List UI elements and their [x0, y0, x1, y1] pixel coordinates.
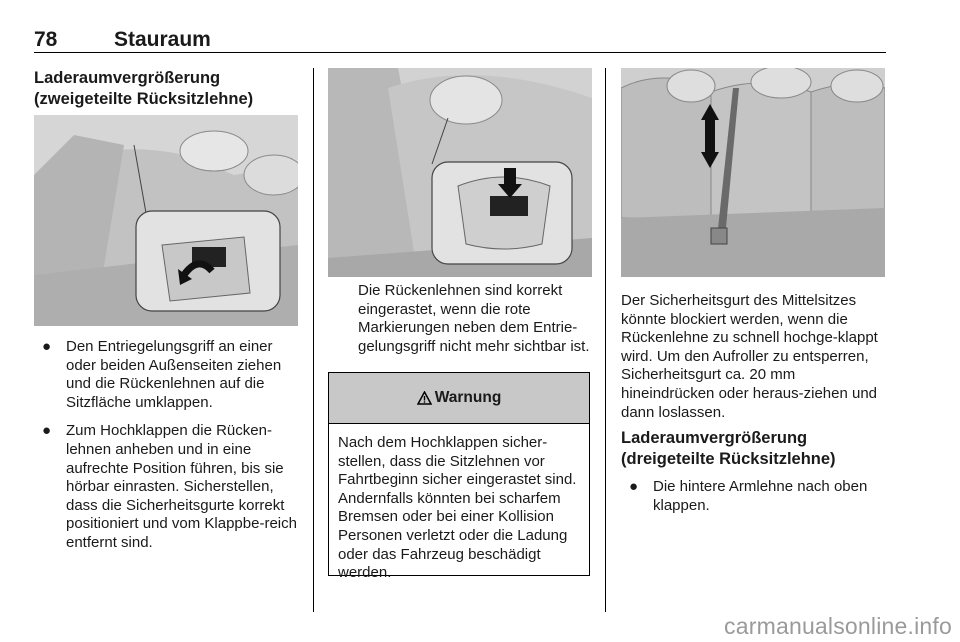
left-bullet-list [34, 338, 302, 563]
right-paragraph: Der Sicherheitsgurt des Mittelsitzes könnte blockiert werden, wenn die Rückenlehne zu schnell hochge-klappt wird. Um den Aufroller zu entsperren, Sicherheitsgurt ca. 20 mm hineindrücken oder heraus-ziehen und dann loslassen. [621, 292, 878, 421]
warning-triangle-icon [417, 391, 432, 405]
warning-title: Warnung [434, 389, 502, 406]
page-number: 78 [34, 28, 58, 51]
warning-text: Nach dem Hochklappen sicher-stellen, dass die Sitzlehnen vor Fahrtbeginn sicher eingerastet sind. Andernfalls könnten bei scharfem Bremsen oder bei einer Kollision Personen verletzt oder die Ladung oder das Fahrzeug beschädigt werden. [338, 434, 577, 582]
right-bullet-list [621, 478, 885, 525]
watermark: carmanualsonline.info [724, 613, 952, 639]
list-item: ● Den Entriegelungsgriff an einer oder beiden Außenseiten ziehen und die Rückenlehnen auf die Sitzfläche umklappen. [42, 338, 282, 411]
middle-paragraph: Die Rückenlehnen sind korrekt eingerastet, wenn die rote Markierungen neben dem Entrie-gelungsgriff nicht mehr sichtbar ist. [358, 282, 590, 355]
warning-box [328, 372, 590, 582]
warning-header [329, 373, 589, 424]
left-heading: Laderaumvergrößerung (zweigeteilte Rücksitzlehne) [34, 69, 254, 108]
page-header [34, 28, 886, 53]
bullet-dot: ● [42, 422, 52, 440]
column-divider-right [605, 68, 606, 612]
right-heading: Laderaumvergrößerung (dreigeteilte Rücksitzlehne) [621, 429, 836, 468]
list-item: ● Die hintere Armlehne nach oben klappen. [629, 478, 868, 514]
section-title: Stauraum [114, 28, 211, 51]
illustration-center-seatbelt [621, 68, 885, 277]
bullet-dot: ● [42, 338, 52, 355]
illustration-release-lever [34, 115, 298, 326]
illustration-seat-latch [328, 68, 592, 277]
bullet-dot: ● [629, 478, 639, 495]
list-item: ● Zum Hochklappen die Rücken-lehnen anheben und in eine aufrechte Position führen, bis sie hörbar einrasten. Sicherstellen, dass die Sicherheitsgurte korrekt positioniert und vom Klappbe-reich entfernt sind. [42, 422, 297, 551]
column-divider-left [313, 68, 314, 612]
